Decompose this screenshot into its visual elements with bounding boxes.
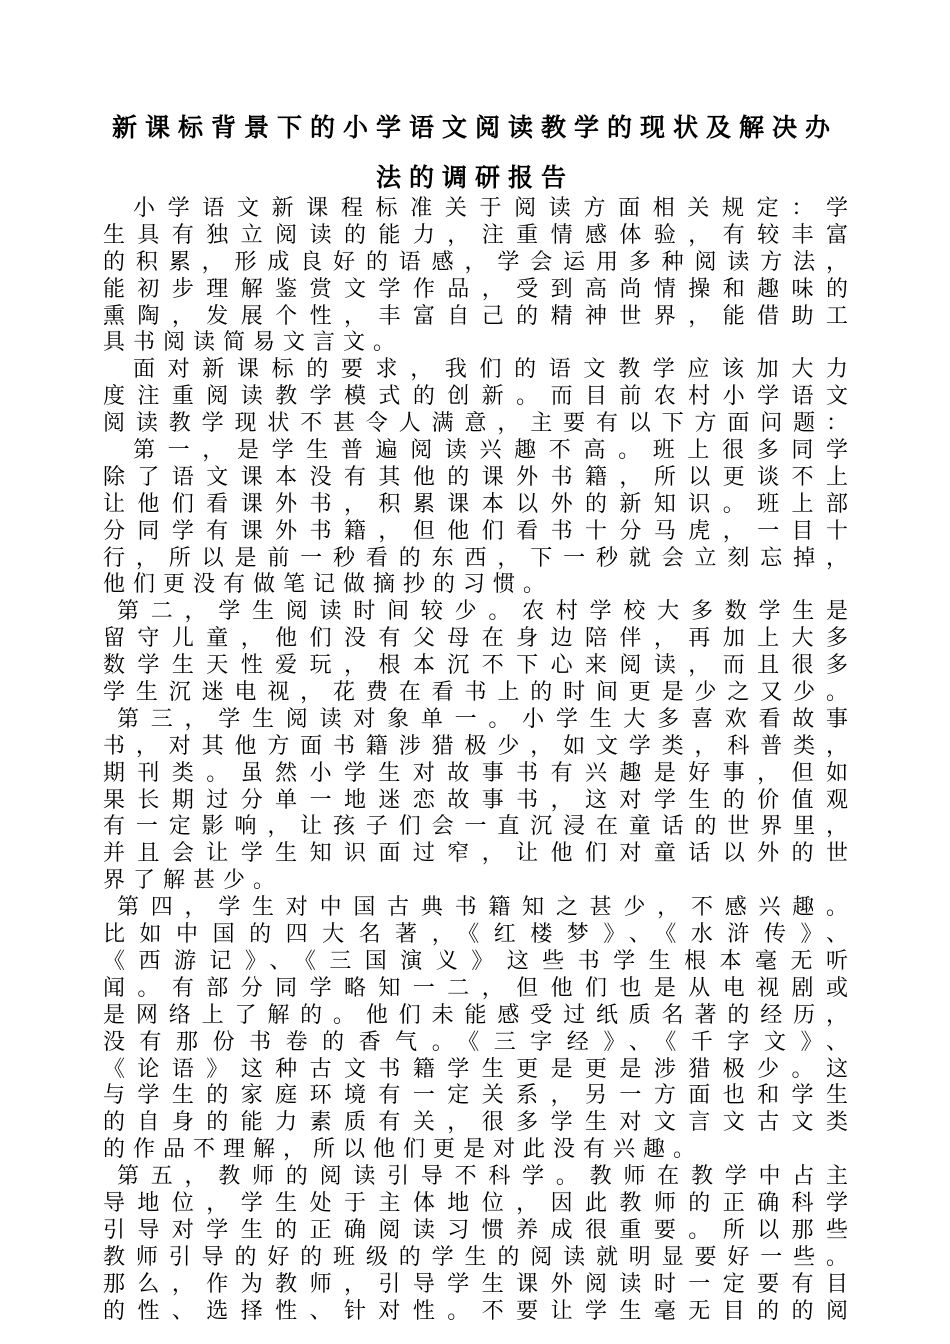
body-line: 有一定影响，让孩子们会一直沉浸在童话的世界里， [103, 814, 848, 840]
body-line: 那么，作为教师，引导学生课外阅读时一定要有目 [103, 1271, 848, 1297]
body-line: 没有那份书卷的香气。《三字经》、《千字文》、 [103, 1029, 848, 1055]
body-line: 并且会让学生知识面过窄，让他们对童话以外的世 [103, 841, 848, 867]
body-line: 第三，学生阅读对象单一。小学生大多喜欢看故事 [117, 706, 848, 732]
body-line: 数学生天性爱玩，根本沉不下心来阅读，而且很多 [103, 653, 848, 679]
body-line: 除了语文课本没有其他的课外书籍，所以更谈不上 [103, 464, 848, 490]
body-line: 的自身的能力素质有关，很多学生对文言文古文类 [103, 1110, 848, 1136]
body-line: 学生沉迷电视，花费在看书上的时间更是少之又少。 [103, 680, 848, 706]
body-line: 小学语文新课程标准关于阅读方面相关规定：学 [133, 196, 848, 221]
body-line: 《论语》这种古文书籍学生更是更是涉猎极少。这 [103, 1056, 848, 1082]
body-line: 果长期过分单一地迷恋故事书，这对学生的价值观 [103, 787, 848, 813]
body-line: 界了解甚少。 [103, 868, 284, 894]
body-line: 他们更没有做笔记做摘抄的习惯。 [103, 572, 554, 598]
body-line: 期刊类。虽然小学生对故事书有兴趣是好事，但如 [103, 760, 848, 786]
body-line: 导地位，学生处于主体地位，因此教师的正确科学 [103, 1190, 848, 1216]
body-line: 第四，学生对中国古典书籍知之甚少，不感兴趣。 [117, 895, 848, 921]
body-line: 教师引导的好的班级的学生的阅读就明显要好一些。 [103, 1244, 848, 1270]
body-line: 具书阅读简易文言文。 [103, 330, 404, 356]
body-line: 第一，是学生普遍阅读兴趣不高。班上很多同学 [133, 438, 848, 464]
body-line: 分同学有课外书籍，但他们看书十分马虎，一目十 [103, 518, 848, 544]
body-line: 的作品不理解，所以他们更是对此没有兴趣。 [103, 1137, 704, 1163]
report-title-line-2: 法的调研报告 [375, 163, 574, 192]
body-line: 的性、选择性、针对性。不要让学生毫无目的的阅 [103, 1298, 848, 1324]
report-title-line-1: 新课标背景下的小学语文阅读教学的现状及解决办 [111, 113, 838, 142]
body-line: 与学生的家庭环境有一定关系，另一方面也和学生 [103, 1083, 848, 1109]
body-line: 能初步理解鉴赏文学作品，受到高尚情操和趣味的 [103, 276, 848, 302]
body-line: 度注重阅读教学模式的创新。而目前农村小学语文 [103, 384, 848, 410]
report-body [103, 196, 848, 1325]
body-line: 面对新课标的要求，我们的语文教学应该加大力 [133, 357, 848, 383]
body-line: 留守儿童，他们没有父母在身边陪伴，再加上大多 [103, 626, 848, 652]
body-line: 熏陶，发展个性，丰富自己的精神世界，能借助工 [103, 303, 848, 329]
body-line: 生具有独立阅读的能力，注重情感体验，有较丰富 [103, 222, 848, 248]
body-line: 《西游记》、《三国演义》这些书学生根本毫无听 [103, 948, 848, 974]
body-line: 是网络上了解的。他们未能感受过纸质名著的经历， [103, 1002, 848, 1028]
body-line: 比如中国的四大名著，《红楼梦》、《水浒传》、 [103, 922, 848, 948]
body-line: 书，对其他方面书籍涉猎极少，如文学类，科普类， [103, 733, 848, 759]
body-line: 第五，教师的阅读引导不科学。教师在教学中占主 [117, 1164, 848, 1190]
body-line: 阅读教学现状不甚令人满意，主要有以下方面问题： [103, 411, 848, 437]
body-line: 引导对学生的正确阅读习惯养成很重要。所以那些 [103, 1217, 848, 1243]
body-line: 闻。有部分同学略知一二，但他们也是从电视剧或 [103, 975, 848, 1001]
body-line: 第二，学生阅读时间较少。农村学校大多数学生是 [117, 599, 848, 625]
body-line: 让他们看课外书，积累课本以外的新知识。班上部 [103, 491, 848, 517]
body-line: 的积累，形成良好的语感，学会运用多种阅读方法， [103, 249, 848, 275]
body-line: 行，所以是前一秒看的东西，下一秒就会立刻忘掉， [103, 545, 848, 571]
